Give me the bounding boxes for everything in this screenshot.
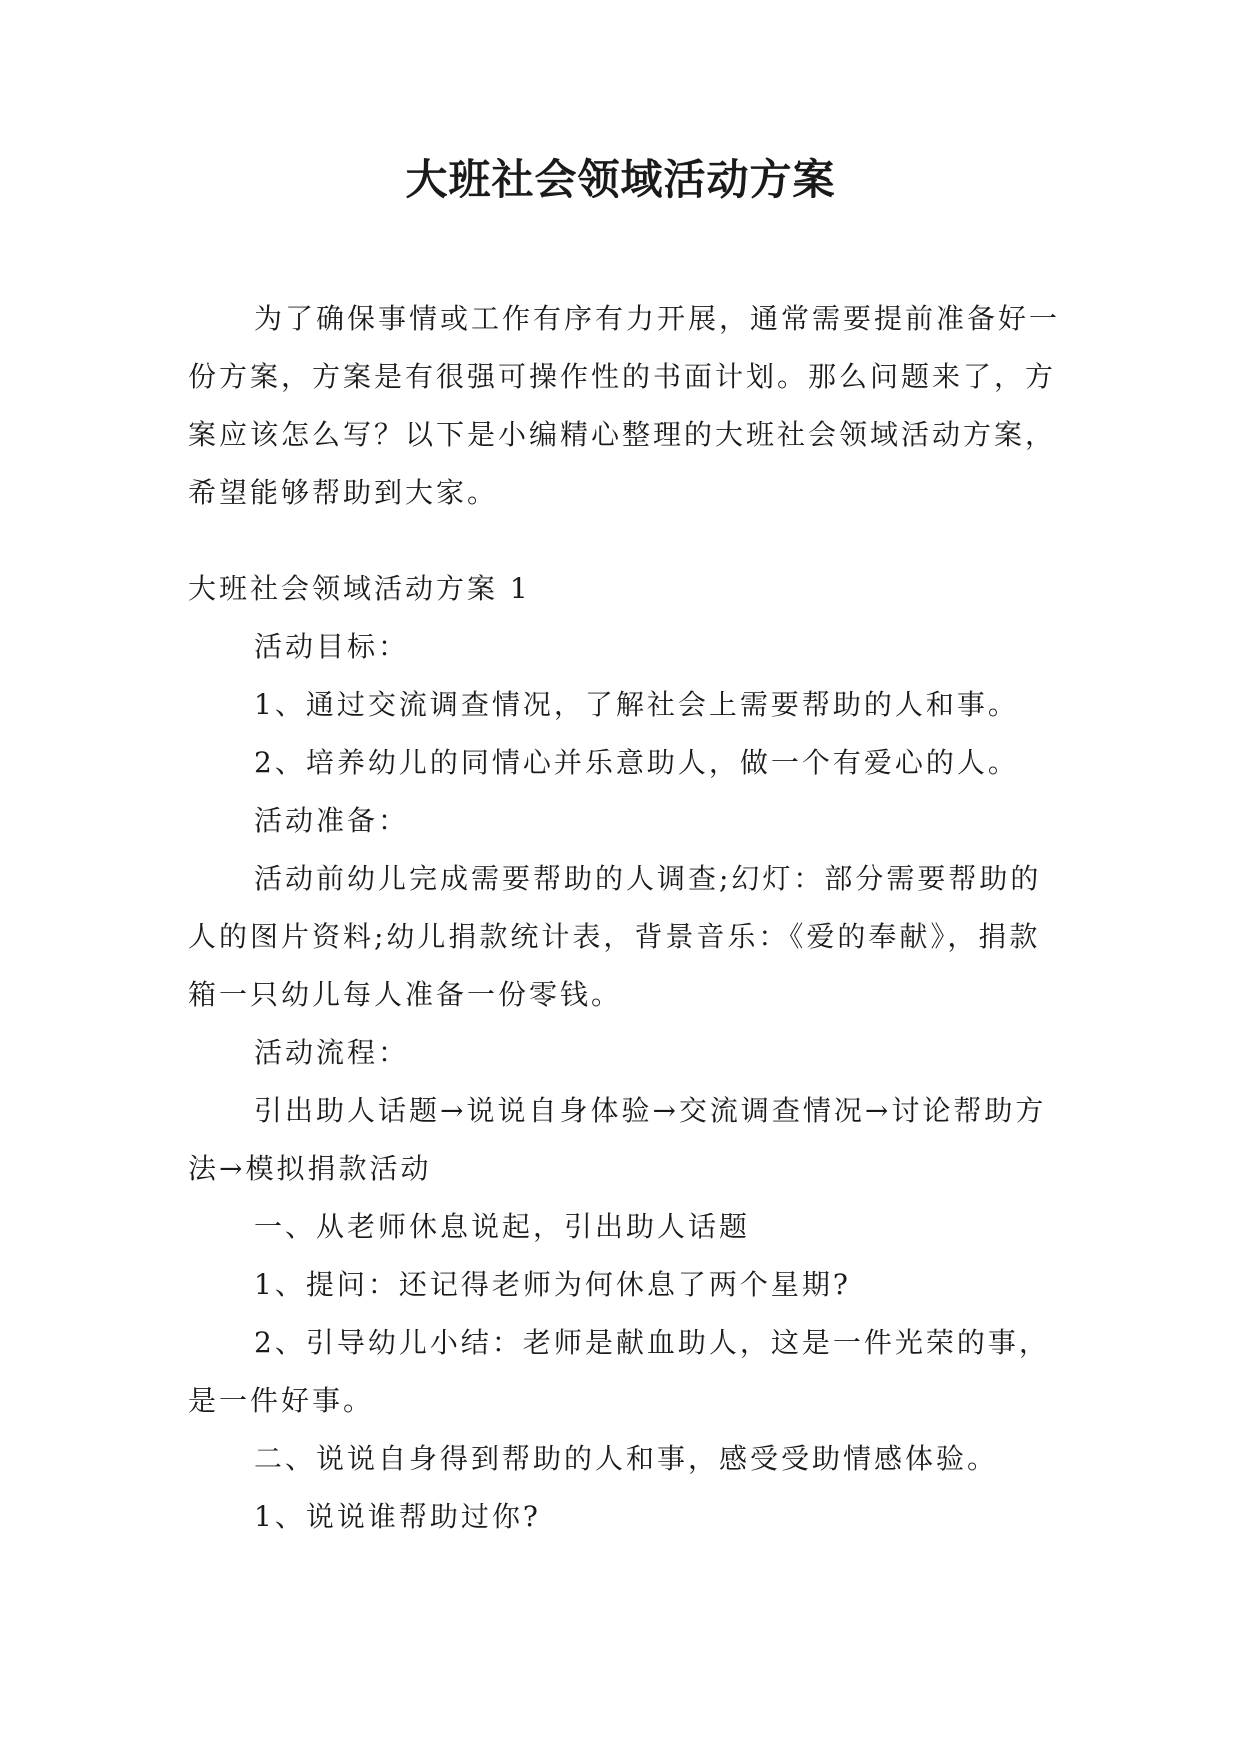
goal-item-2: 2、培养幼儿的同情心并乐意助人，做一个有爱心的人。 <box>254 746 1019 779</box>
subheading-preparation: 活动准备： <box>254 804 410 837</box>
preparation-paragraph: 活动前幼儿完成需要帮助的人调查;幻灯：部分需要帮助的人的图片资料;幼儿捐款统计表，背景音乐：《爱的奉献》，捐款箱一只幼儿每人准备一份零钱。 <box>188 862 1042 1011</box>
goal-item-1: 1、通过交流调查情况，了解社会上需要帮助的人和事。 <box>254 688 1019 721</box>
step-one-heading: 一、从老师休息说起，引出助人话题 <box>254 1210 751 1243</box>
section-heading: 大班社会领域活动方案 1 <box>188 572 531 605</box>
process-flow-paragraph: 引出助人话题→说说自身体验→交流调查情况→讨论帮助方法→模拟捐款活动 <box>188 1094 1047 1185</box>
subheading-process: 活动流程： <box>254 1036 410 1069</box>
subheading-goals: 活动目标： <box>254 630 410 663</box>
intro-paragraph: 为了确保事情或工作有序有力开展，通常需要提前准备好一份方案，方案是有很强可操作性的书面计划。那么问题来了，方案应该怎么写？以下是小编精心整理的大班社会领域活动方案，希望能够帮助到大家。 <box>188 302 1061 509</box>
document-title: 大班社会领域活动方案 <box>405 155 836 204</box>
step-two-item-1: 1、说说谁帮助过你? <box>254 1500 541 1533</box>
document-body <box>188 290 1068 1546</box>
step-one-item-1: 1、提问：还记得老师为何休息了两个星期? <box>254 1268 851 1301</box>
step-one-item-2: 2、引导幼儿小结：老师是献血助人，这是一件光荣的事，是一件好事。 <box>188 1326 1050 1417</box>
step-two-heading: 二、说说自身得到帮助的人和事，感受受助情感体验。 <box>254 1442 999 1475</box>
